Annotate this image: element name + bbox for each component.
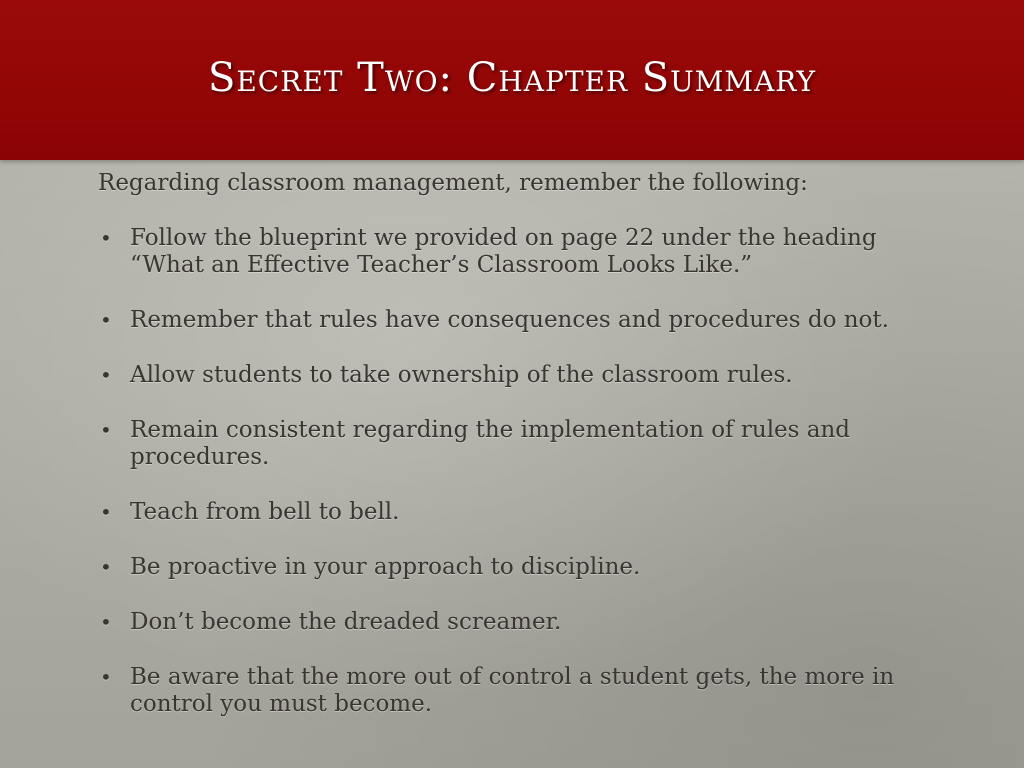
bullet-text: Remain consistent regarding the implementation of rules and procedures. <box>130 417 851 470</box>
bullet-text: Allow students to take ownership of the classroom rules. <box>130 362 793 388</box>
bullet-list <box>98 225 928 718</box>
bullet-text: Don’t become the dreaded screamer. <box>130 609 562 635</box>
bullet-icon: • <box>100 500 112 524</box>
bullet-item <box>98 307 928 334</box>
bullet-item <box>98 554 928 581</box>
bullet-text: Be proactive in your approach to discipline. <box>130 554 641 580</box>
slide-title: Secret Two: Chapter Summary <box>207 55 817 101</box>
title-bar <box>0 0 1024 160</box>
bullet-text: Remember that rules have consequences and procedures do not. <box>130 307 889 333</box>
bullet-text: Teach from bell to bell. <box>130 499 400 525</box>
bullet-item <box>98 664 928 718</box>
bullet-icon: • <box>100 226 112 250</box>
bullet-icon: • <box>100 363 112 387</box>
bullet-item <box>98 499 928 526</box>
slide-content <box>98 170 928 746</box>
bullet-text: Be aware that the more out of control a student gets, the more in control you must become. <box>130 664 895 717</box>
bullet-icon: • <box>100 308 112 332</box>
bullet-text: Follow the blueprint we provided on page 22 under the heading “What an Effective Teacher’s Classroom Looks Like.” <box>130 225 877 278</box>
bullet-icon: • <box>100 665 112 689</box>
bullet-item <box>98 609 928 636</box>
intro-text: Regarding classroom management, remember the following: <box>98 170 808 196</box>
bullet-item <box>98 362 928 389</box>
bullet-item <box>98 225 928 279</box>
bullet-icon: • <box>100 418 112 442</box>
bullet-icon: • <box>100 555 112 579</box>
bullet-item <box>98 417 928 471</box>
bullet-icon: • <box>100 610 112 634</box>
